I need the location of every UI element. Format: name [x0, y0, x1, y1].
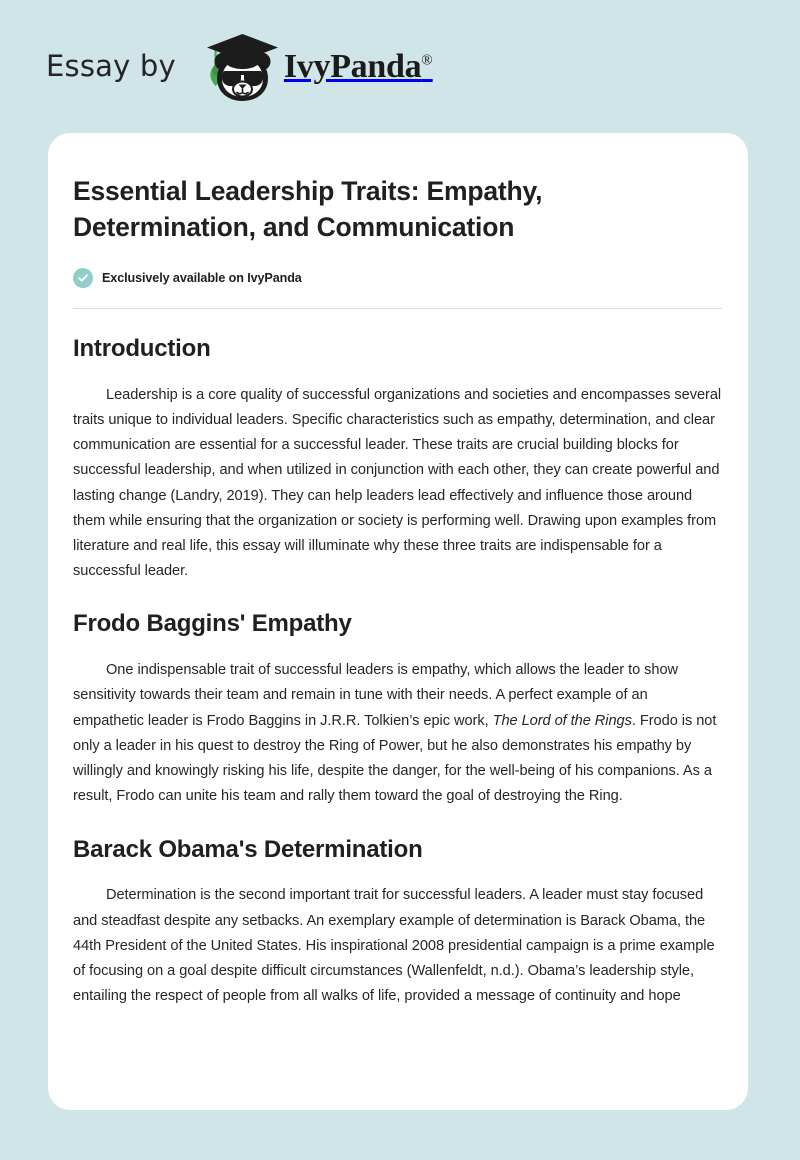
brand-name	[283, 47, 433, 85]
section-paragraph: One indispensable trait of successful leaders is empathy, which allows the leader to show sensitivity towards their team and remain in tune with their needs. A perfect example of an empathetic leader is Frodo Baggins in J.R.R. Tolkien’s epic work, The Lord of the Rings. Frodo is not only a leader in his quest to destroy the Ring of Power, but he also demonstrates his empathy by willingly and knowingly risking his life, despite the danger, for the well-being of his companions. As a result, Frodo can unite his team and rally them toward the goal of destroying the Ring.	[73, 662, 717, 805]
exclusive-badge	[73, 268, 723, 288]
section-paragraph: Determination is the second important trait for successful leaders. A leader must stay focused and steadfast despite any setbacks. An exemplary example of determination is Barack Obama, the 44th President of the United States. His inspirational 2008 presidential campaign is a prime example of focusing on a goal despite difficult circumstances (Wallenfeldt, n.d.). Obama’s leadership style, entailing the respect of people from all walks of life, provided a message of continuity and hope	[73, 887, 715, 1005]
exclusive-badge-label: Exclusively available on IvyPanda	[102, 271, 302, 286]
brand-name-text: IvyPanda	[283, 47, 422, 85]
panda-graduate-icon	[190, 32, 282, 102]
check-circle-icon	[73, 268, 93, 288]
section-heading-frodo-baggins-empathy: Frodo Baggins' Empathy	[73, 610, 352, 638]
registered-mark: ®	[421, 52, 433, 69]
essay-by-label: Essay by	[46, 49, 176, 83]
page-title: Essential Leadership Traits: Empathy, Determination, and Communication	[73, 176, 543, 243]
ivypanda-logo[interactable]	[190, 32, 433, 102]
title-divider	[73, 308, 722, 309]
section-heading-barack-obama-determination: Barack Obama's Determination	[73, 835, 423, 863]
section-heading-introduction: Introduction	[73, 335, 211, 363]
essay-card	[48, 133, 748, 1110]
brand-header	[0, 0, 800, 133]
section-paragraph: Leadership is a core quality of successful organizations and societies and encompasses several traits unique to individual leaders. Specific characteristics such as empathy, determination, and clear communication are essential for a successful leader. These traits are crucial building blocks for successful leadership, and when utilized in conjunction with each other, they can create powerful and lasting change (Landry, 2019). They can help leaders lead effectively and influence those around them while ensuring that the organization or society is performing well. Drawing upon examples from literature and real life, this essay will illuminate why these three traits are indispensable for a successful leader.	[73, 386, 722, 580]
